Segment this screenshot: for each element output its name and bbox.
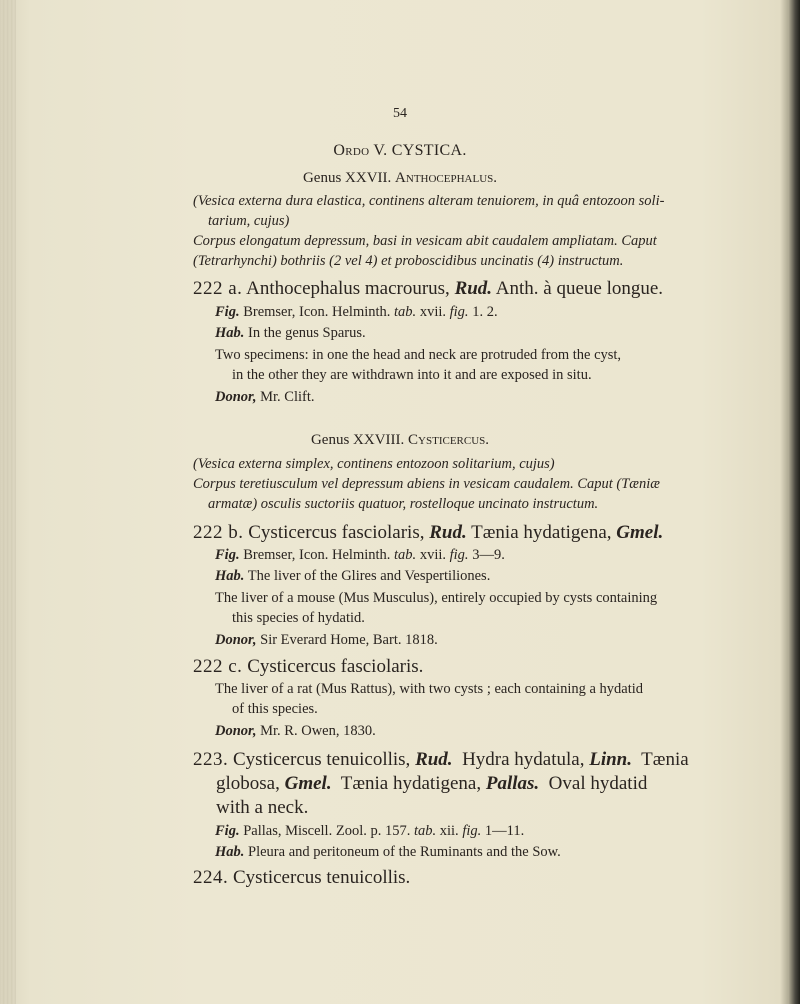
synonym-authority: Linn. — [589, 749, 632, 770]
species-authority: Rud. — [429, 522, 467, 543]
catalogue-entry-224 — [193, 867, 410, 889]
synonym-authority: Gmel. — [284, 773, 332, 794]
description-line: The liver of a mouse (Mus Musculus), entirely occupied by cysts containing — [215, 590, 658, 606]
hab-text: The liver of the Glires and Vespertiliones. — [247, 568, 491, 584]
donor-text: Mr. Clift. — [260, 389, 315, 405]
donor-text: Sir Everard Home, Bart. 1818. — [260, 632, 438, 648]
synonym-authority: Pallas. — [485, 773, 540, 794]
catalogue-entry-222a — [193, 278, 663, 300]
species-name: Cysticercus tenuicollis, — [233, 749, 411, 770]
genus-diagnosis-line: (Tetrarhynchi) bothriis (2 vel 4) et proboscidibus uncinatis (4) instructum. — [193, 253, 624, 269]
entry-number: 222 c. — [193, 656, 243, 677]
fig-label: Fig. — [215, 304, 240, 320]
habitat-line — [215, 568, 490, 585]
fig-value: 3—9. — [472, 547, 505, 563]
fig-value: 1. 2. — [472, 304, 498, 320]
figure-reference — [215, 304, 498, 321]
donor-line — [215, 632, 438, 649]
description-line: Two specimens: in one the head and neck are protruded from the cyst, — [215, 347, 622, 363]
ordo-heading — [0, 142, 800, 160]
fig-text: Bremser, Icon. Helminth. — [243, 304, 391, 320]
entry-continuation — [216, 773, 647, 795]
entry-number: 222 a. — [193, 278, 243, 299]
species-name: Cysticercus fasciolaris, — [248, 522, 425, 543]
entry-number: 223. — [193, 749, 229, 770]
tab-value: xvii. — [419, 304, 446, 320]
description-line: this species of hydatid. — [232, 610, 365, 626]
species-name: Anthocephalus macrourus, — [246, 278, 450, 299]
hab-label: Hab. — [215, 844, 245, 860]
donor-label: Donor, — [215, 632, 257, 648]
fig-text: Bremser, Icon. Helminth. — [243, 547, 391, 563]
figure-reference — [215, 823, 524, 840]
genus-diagnosis-line: (Vesica externa simplex, continens entozoon solitarium, cujus) — [193, 456, 555, 472]
figure-reference — [215, 547, 505, 564]
donor-label: Donor, — [215, 723, 257, 739]
genus-diagnosis-line: (Vesica externa dura elastica, continens alteram tenuiorem, in quâ entozoon soli- — [193, 193, 665, 209]
tab-value: xvii. — [419, 547, 446, 563]
tab-label: tab. — [413, 823, 437, 839]
fig-abbrev: fig. — [449, 547, 469, 563]
genus-number: Genus XXVII. — [302, 170, 392, 186]
tab-value: xii. — [439, 823, 459, 839]
description-line: in the other they are withdrawn into it and are exposed in situ. — [232, 367, 592, 383]
fig-text: Pallas, Miscell. Zool. p. 157. — [243, 823, 411, 839]
habitat-line — [215, 325, 366, 342]
synonym: with a neck. — [216, 797, 309, 818]
fig-label: Fig. — [215, 823, 240, 839]
synonym: Tænia — [641, 749, 689, 770]
species-name: Cysticercus fasciolaris. — [247, 656, 424, 677]
genus-xxviii-heading — [0, 432, 800, 449]
species-authority: Rud. — [454, 278, 493, 299]
hab-label: Hab. — [215, 325, 245, 341]
description-line: of this species. — [232, 701, 318, 717]
entry-number: 222 b. — [193, 522, 244, 543]
description-line: The liver of a rat (Mus Rattus), with two cysts ; each containing a hydatid — [215, 681, 644, 697]
donor-line — [215, 389, 315, 406]
synonym: globosa, — [216, 773, 280, 794]
ordo-name: CYSTICA. — [391, 142, 467, 159]
genus-diagnosis-line: tarium, cujus) — [208, 213, 290, 229]
genus-name: Cysticercus. — [408, 432, 490, 448]
habitat-line — [215, 844, 561, 861]
donor-text: Mr. R. Owen, 1830. — [260, 723, 376, 739]
synonym: Tænia hydatigena, — [471, 522, 612, 543]
synonym: Oval hydatid — [548, 773, 648, 794]
genus-xxvii-heading — [0, 170, 800, 187]
synonym: Tænia hydatigena, — [340, 773, 482, 794]
genus-diagnosis-line: Corpus teretiusculum vel depressum abiens in vesicam caudalem. Caput (Tæniæ — [193, 476, 660, 492]
fig-abbrev: fig. — [462, 823, 482, 839]
hab-text: Pleura and peritoneum of the Ruminants and the Sow. — [248, 844, 561, 860]
genus-name: Anthocephalus. — [395, 170, 498, 186]
hab-text: In the genus Sparus. — [248, 325, 366, 341]
catalogue-entry-222c — [193, 656, 423, 678]
genus-diagnosis-line: Corpus elongatum depressum, basi in vesicam abit caudalem ampliatam. Caput — [193, 233, 657, 249]
donor-label: Donor, — [215, 389, 257, 405]
ordo-prefix: Ordo V. — [333, 142, 388, 159]
donor-line — [215, 723, 376, 740]
tab-label: tab. — [394, 304, 417, 320]
hab-label: Hab. — [215, 568, 245, 584]
catalogue-entry-222b — [193, 522, 663, 544]
entry-continuation — [216, 797, 308, 819]
fig-value: 1—11. — [484, 823, 525, 839]
fig-label: Fig. — [215, 547, 240, 563]
genus-diagnosis-line: armatæ) osculis suctoriis quatuor, rostelloque uncinato instructum. — [208, 496, 599, 512]
species-authority: Rud. — [415, 749, 453, 770]
genus-number: Genus XXVIII. — [310, 432, 405, 448]
fig-abbrev: fig. — [449, 304, 469, 320]
tab-label: tab. — [394, 547, 417, 563]
entry-number: 224. — [193, 867, 229, 888]
species-name: Cysticercus tenuicollis. — [233, 867, 411, 888]
synonym: Hydra hydatula, — [462, 749, 585, 770]
catalogue-entry-223 — [193, 749, 689, 771]
synonym-authority: Gmel. — [616, 522, 664, 543]
vernacular-name: Anth. à queue longue. — [495, 278, 664, 299]
page-number: 54 — [393, 106, 407, 121]
